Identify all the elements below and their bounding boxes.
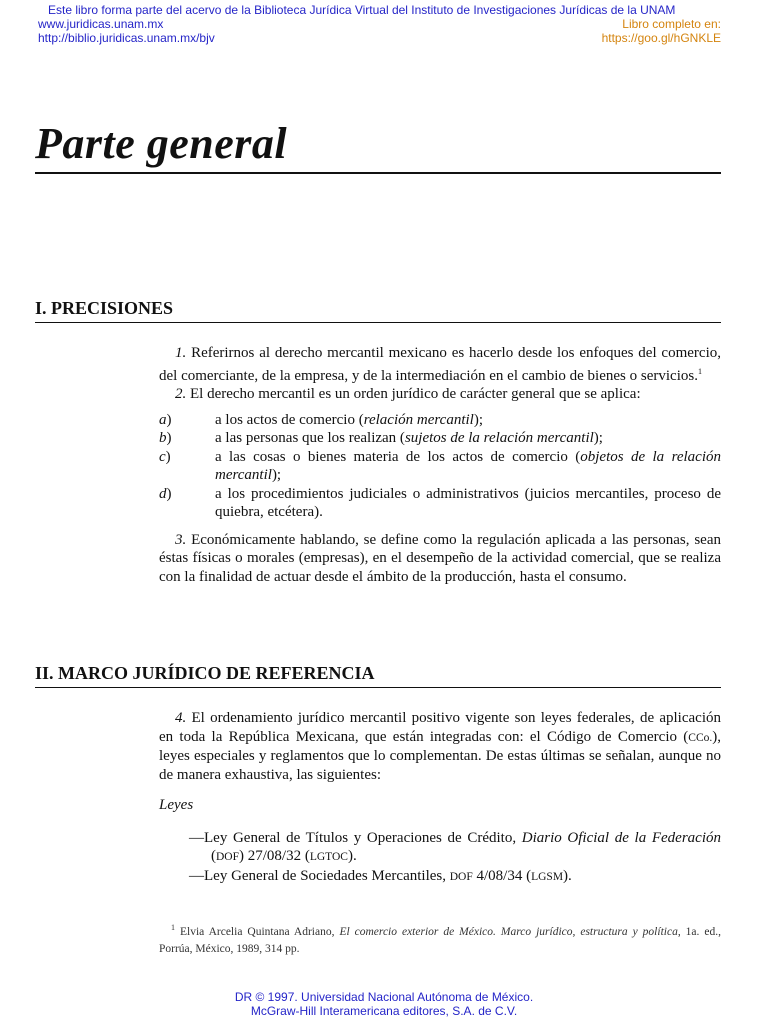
publisher-line: McGraw-Hill Interamericana editores, S.A. de C.V.: [250, 1004, 518, 1018]
paragraph-4: 4. El ordenamiento jurídico mercantil positivo vigente son leyes federales, de aplicación en toda la República Mexicana, que están integradas con: el Código de Comercio (CCo.), leyes especiales y reglamentos que lo complementan. De estas últimas se señalan, aunque no de manera exhaustiva, las siguientes:: [159, 710, 721, 783]
paragraph-1: [159, 344, 721, 385]
list-item: b) a las personas que los realizan (sujetos de la relación mercantil);: [159, 430, 603, 446]
list-item: c) a las cosas o bienes materia de los actos de comercio (objetos de la relación mercantil);: [159, 448, 722, 483]
section-rule: [35, 322, 721, 323]
full-book-url[interactable]: https://goo.gl/hGNKLE: [601, 31, 721, 45]
section-precisiones-body: [159, 344, 721, 586]
footnote: $^1$ Elvia Arcelia Quintana Adriano, El comercio exterior de México. Marco jurídico, estructura y política, 1a. ed., Porrúa, México, 1989, 314 pp.: [159, 923, 721, 955]
paragraph-number: 2.: [175, 386, 187, 402]
item-letter: b: [159, 430, 167, 446]
paragraph-3: [159, 531, 721, 587]
footnote-number: 1: [171, 923, 175, 932]
list-item: —Ley General de Sociedades Mercantiles, DOF 4/08/34 (LGSM).: [189, 867, 572, 884]
section-heading-precisiones: I. PRECISIONES: [35, 298, 174, 318]
section-heading-marco-juridico: II. MARCO JURÍDICO DE REFERENCIA: [35, 663, 375, 683]
paragraph-number: 3.: [175, 531, 187, 548]
application-list: [159, 411, 721, 522]
paragraph-text: El derecho mercantil es un orden jurídico de carácter general que se aplica:: [186, 386, 641, 402]
section-rule: [35, 687, 721, 688]
list-item: —Ley General de Títulos y Operaciones de Crédito, Diario Oficial de la Federación (DOF) 27/08/32 (LGTOC).: [189, 829, 721, 864]
item-letter: c: [159, 448, 166, 465]
header-url-juridicas[interactable]: www.juridicas.unam.mx: [38, 17, 164, 31]
page-title: Parte general: [35, 119, 288, 168]
full-book-label: Libro completo en:: [622, 17, 721, 31]
list-item: d) a los procedimientos judiciales o administrativos (juicios mercantiles, proceso de quiebra, etcétera).: [159, 485, 721, 520]
copyright-line: DR © 1997. Universidad Nacional Autónoma de México.: [234, 990, 534, 1004]
paragraph-text: Referirnos al derecho mercantil mexicano es hacerlo desde los enfoques del comercio, del comerciante, de la empresa, y de la intermediación en el cambio de bienes o servicios.: [159, 345, 721, 384]
header-notice: Este libro forma parte del acervo de la Biblioteca Jurídica Virtual del Instituto de Investigaciones Jurídicas de la UNAM: [48, 3, 676, 17]
item-letter: d: [159, 485, 167, 502]
header-url-bjv[interactable]: http://biblio.juridicas.unam.mx/bjv: [38, 31, 215, 45]
list-item: a) a los actos de comercio (relación mercantil);: [159, 411, 483, 428]
item-letter: a: [159, 411, 167, 428]
paragraph-number: 1.: [175, 345, 187, 361]
paragraph-text: Económicamente hablando, se define como la regulación aplicada a las personas, sean éstas físicas o morales (empresas), en el desempeño de la actividad comercial, que se realiza con la finalidad de actuar desde el ámbito de la producción, hasta el consumo.: [159, 531, 721, 585]
footnote-ref: 1: [697, 366, 702, 376]
section-marco-body: [159, 709, 721, 886]
laws-list: [159, 829, 721, 887]
paragraph-number: 4.: [175, 710, 187, 726]
title-rule: [35, 172, 721, 174]
paragraph-2: [159, 385, 721, 404]
laws-label: Leyes: [159, 797, 194, 813]
